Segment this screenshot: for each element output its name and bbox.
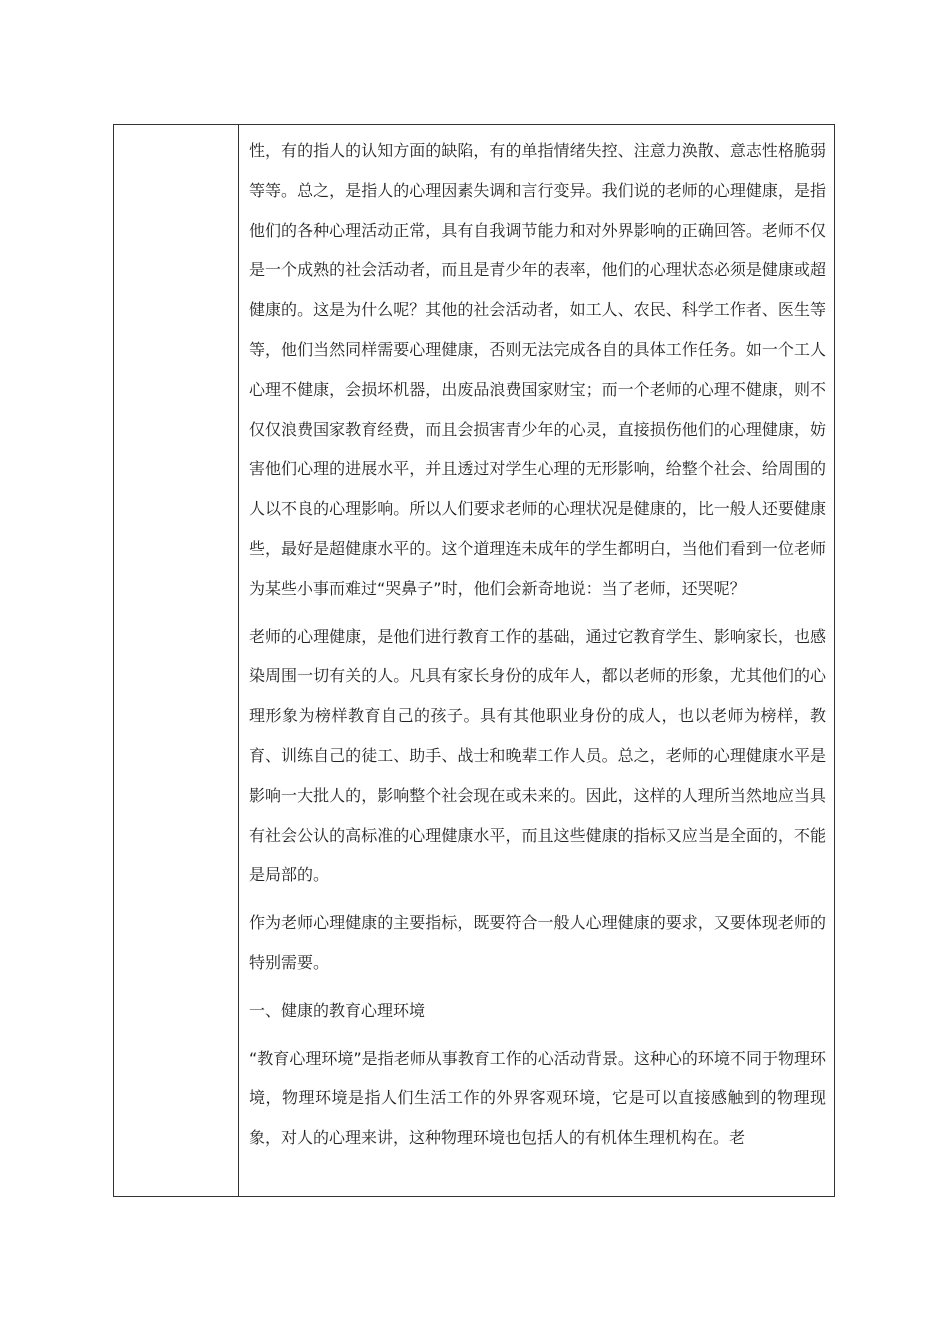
paragraph-1: 性，有的指人的认知方面的缺陷，有的单指情绪失控、注意力涣散、意志性格脆弱等等。总之，是指人的心理因素失调和言行变异。我们说的老师的心理健康，是指他们的各种心理活动正常，具有自我调节能力和对外界影响的正确回答。老师不仅是一个成熟的社会活动者，而且是青少年的表率，他们的心理状态必须是健康或超健康的。这是为什么呢？其他的社会活动者，如工人、农民、科学工作者、医生等等，他们当然同样需要心理健康，否则无法完成各自的具体工作任务。如一个工人心理不健康，会损坏机器，出废品浪费国家财宝；而一个老师的心理不健康，则不仅仅浪费国家教育经费，而且会损害青少年的心灵，直接损伤他们的心理健康，妨害他们心理的进展水平，并且透过对学生心理的无形影响，给整个社会、给周围的人以不良的心理影响。所以人们要求老师的心理状况是健康的，比一般人还要健康些，最好是超健康水平的。这个道理连未成年的学生都明白，当他们看到一位老师为某些小事而难过“哭鼻子”时，他们会新奇地说：当了老师，还哭呢？ — [249, 141, 826, 598]
paragraph-2: 老师的心理健康，是他们进行教育工作的基础，通过它教育学生、影响家长，也感染周围一切有关的人。凡具有家长身份的成年人，都以老师的形象，尤其他们的心理形象为榜样教育自己的孩子。具有其他职业身份的成人，也以老师为榜样，教育、训练自己的徒工、助手、战士和晚辈工作人员。总之，老师的心理健康水平是影响一大批人的，影响整个社会现在或未来的。因此，这样的人理所当然地应当具有社会公认的高标准的心理健康水平，而且这些健康的指标又应当是全面的，不能是局部的。 — [249, 626, 826, 885]
paragraph-4: “教育心理环境”是指老师从事教育工作的心活动背景。这种心的环境不同于物理环境，物理环境是指人们生活工作的外界客观环境，它是可以直接感触到的物理现象，对人的心理来讲，这种物理环境也包括人的有机体生理机构在。老 — [249, 1048, 826, 1148]
section-heading: 一、健康的教育心理环境 — [249, 1000, 426, 1020]
paragraph-3: 作为老师心理健康的主要指标，既要符合一般人心理健康的要求，又要体现老师的特别需要。 — [249, 913, 826, 972]
table-left-column — [114, 125, 239, 1196]
document-table — [113, 124, 835, 1197]
table-content-cell — [239, 125, 834, 1196]
